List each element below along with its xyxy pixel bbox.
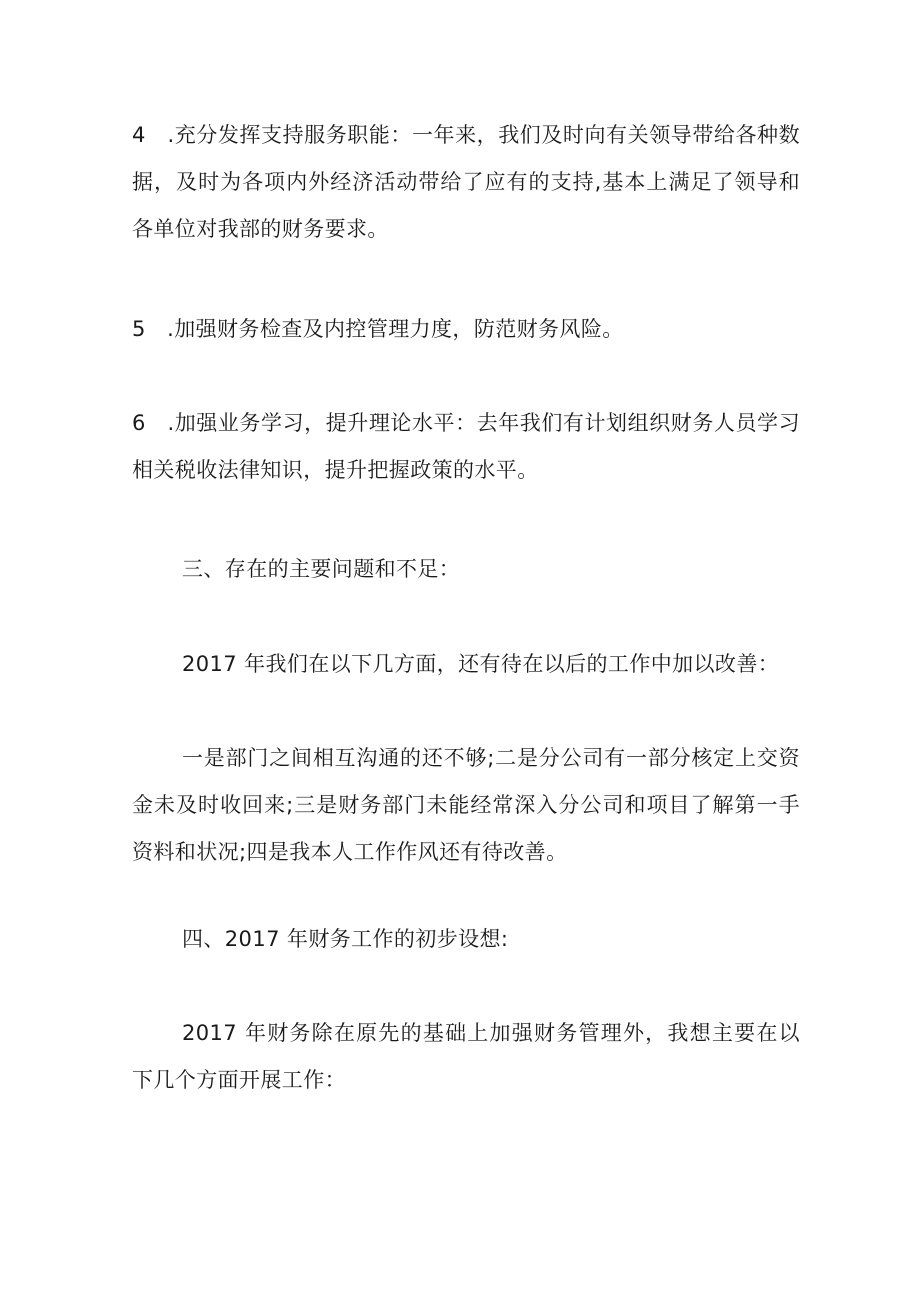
paragraph-item-4: 4 .充分发挥支持服务职能：一年来，我们及时向有关领导带给各种数据，及时为各项内外经济活动带给了应有的支持,基本上满足了领导和各单位对我部的财务要求。 <box>132 123 800 241</box>
paragraph-improvement-intro: 2017 年我们在以下几方面，还有待在以后的工作中加以改善： <box>182 652 780 676</box>
paragraph-item-5: 5 .加强财务检查及内控管理力度，防范财务风险。 <box>132 317 624 341</box>
section-heading-plan: 四、2017 年财务工作的初步设想: <box>182 927 509 951</box>
paragraph-item-6: 6 .加强业务学习，提升理论水平：去年我们有计划组织财务人员学习相关税收法律知识，提升把握政策的水平。 <box>132 411 800 482</box>
paragraph-plan-intro: 2017 年财务除在原先的基础上加强财务管理外，我想主要在以下几个方面开展工作： <box>132 1021 800 1092</box>
section-heading-problems: 三、存在的主要问题和不足： <box>182 557 461 581</box>
paragraph-issues-list: 一是部门之间相互沟通的还不够;二是分公司有一部分核定上交资金未及时收回来;三是财务部门未能经常深入分公司和项目了解第一手资料和状况;四是我本人工作作风还有待改善。 <box>132 746 800 864</box>
